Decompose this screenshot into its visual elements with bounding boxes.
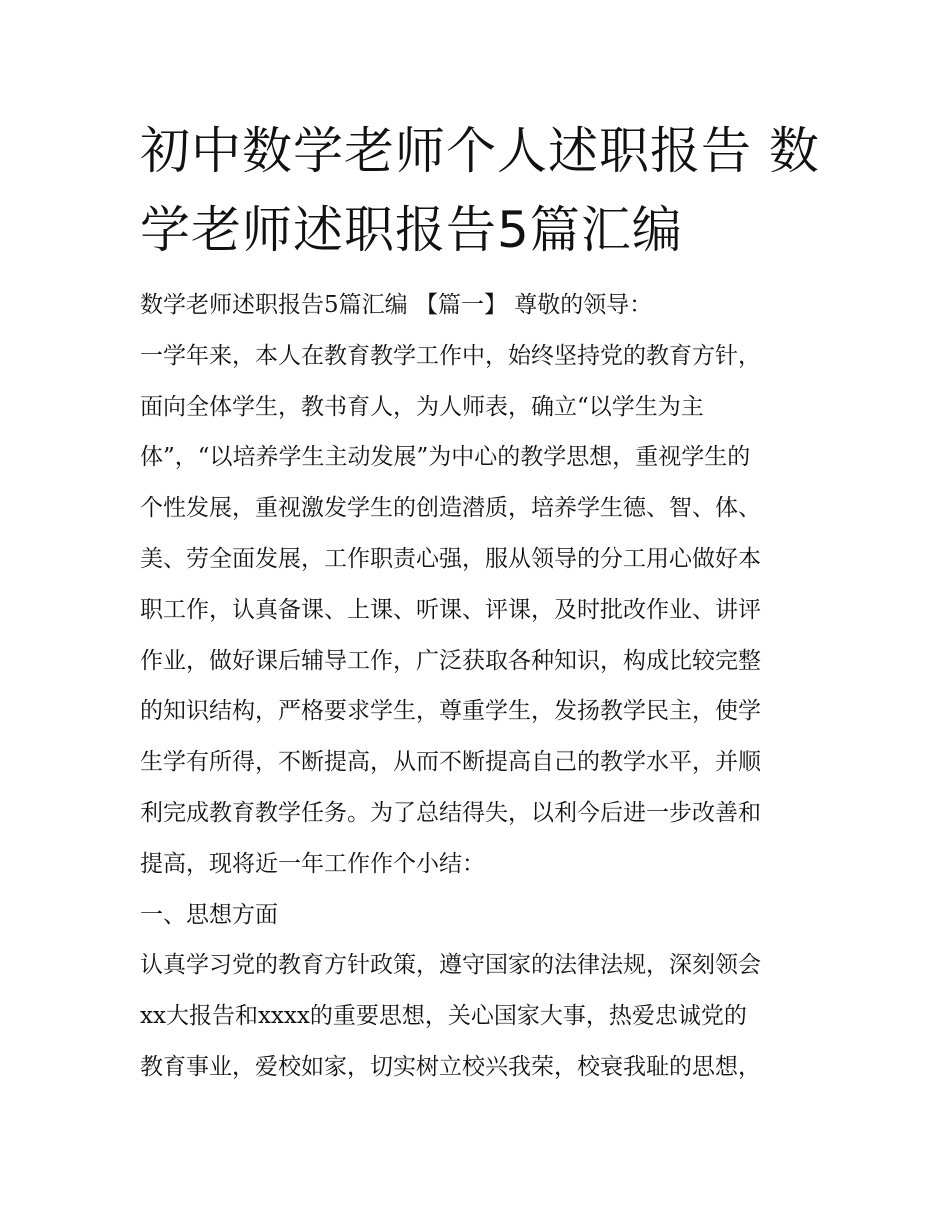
body-line: 的知识结构，严格要求学生，尊重学生，发扬教学民主，使学 [140,698,761,725]
body-line: 教育事业，爱校如家，切实树立校兴我荣，校衰我耻的思想， [140,1053,761,1080]
body-line: xx大报告和xxxx的重要思想，关心国家大事，热爱忠诚党的 [140,1003,747,1030]
body-line: 个性发展，重视激发学生的创造潜质，培养学生德、智、体、 [140,495,761,522]
body-line-intro: 数学老师述职报告5篇汇编 【篇一】 尊敬的领导： [140,292,653,318]
body-line: 一学年来，本人在教育教学工作中，始终坚持党的教育方针， [140,342,761,369]
body-line: 作业，做好课后辅导工作，广泛获取各种知识，构成比较完整 [140,647,761,674]
title-line-1: 初中数学老师个人述职报告 数 [140,122,820,180]
document-body [140,280,830,1093]
body-line: 美、劳全面发展，工作职责心强，服从领导的分工用心做好本 [140,545,761,572]
body-line: 认真学习党的教育方针政策，遵守国家的法律法规，深刻领会 [140,952,761,979]
section-heading: 一、思想方面 [140,901,278,928]
document-title [140,112,840,270]
body-line: 提高，现将近一年工作作个小结： [140,850,485,877]
body-line: 体”，“以培养学生主动发展”为中心的教学思想，重视学生的 [140,444,751,471]
body-line: 职工作，认真备课、上课、听课、评课，及时批改作业、讲评 [140,596,761,623]
body-line: 生学有所得，不断提高，从而不断提高自己的教学水平，并顺 [140,749,761,776]
body-line: 利完成教育教学任务。为了总结得失，以利今后进一步改善和 [140,799,761,826]
body-line: 面向全体学生，教书育人，为人师表，确立“以学生为主 [140,393,704,420]
title-line-2: 学老师述职报告5篇汇编 [140,201,683,259]
